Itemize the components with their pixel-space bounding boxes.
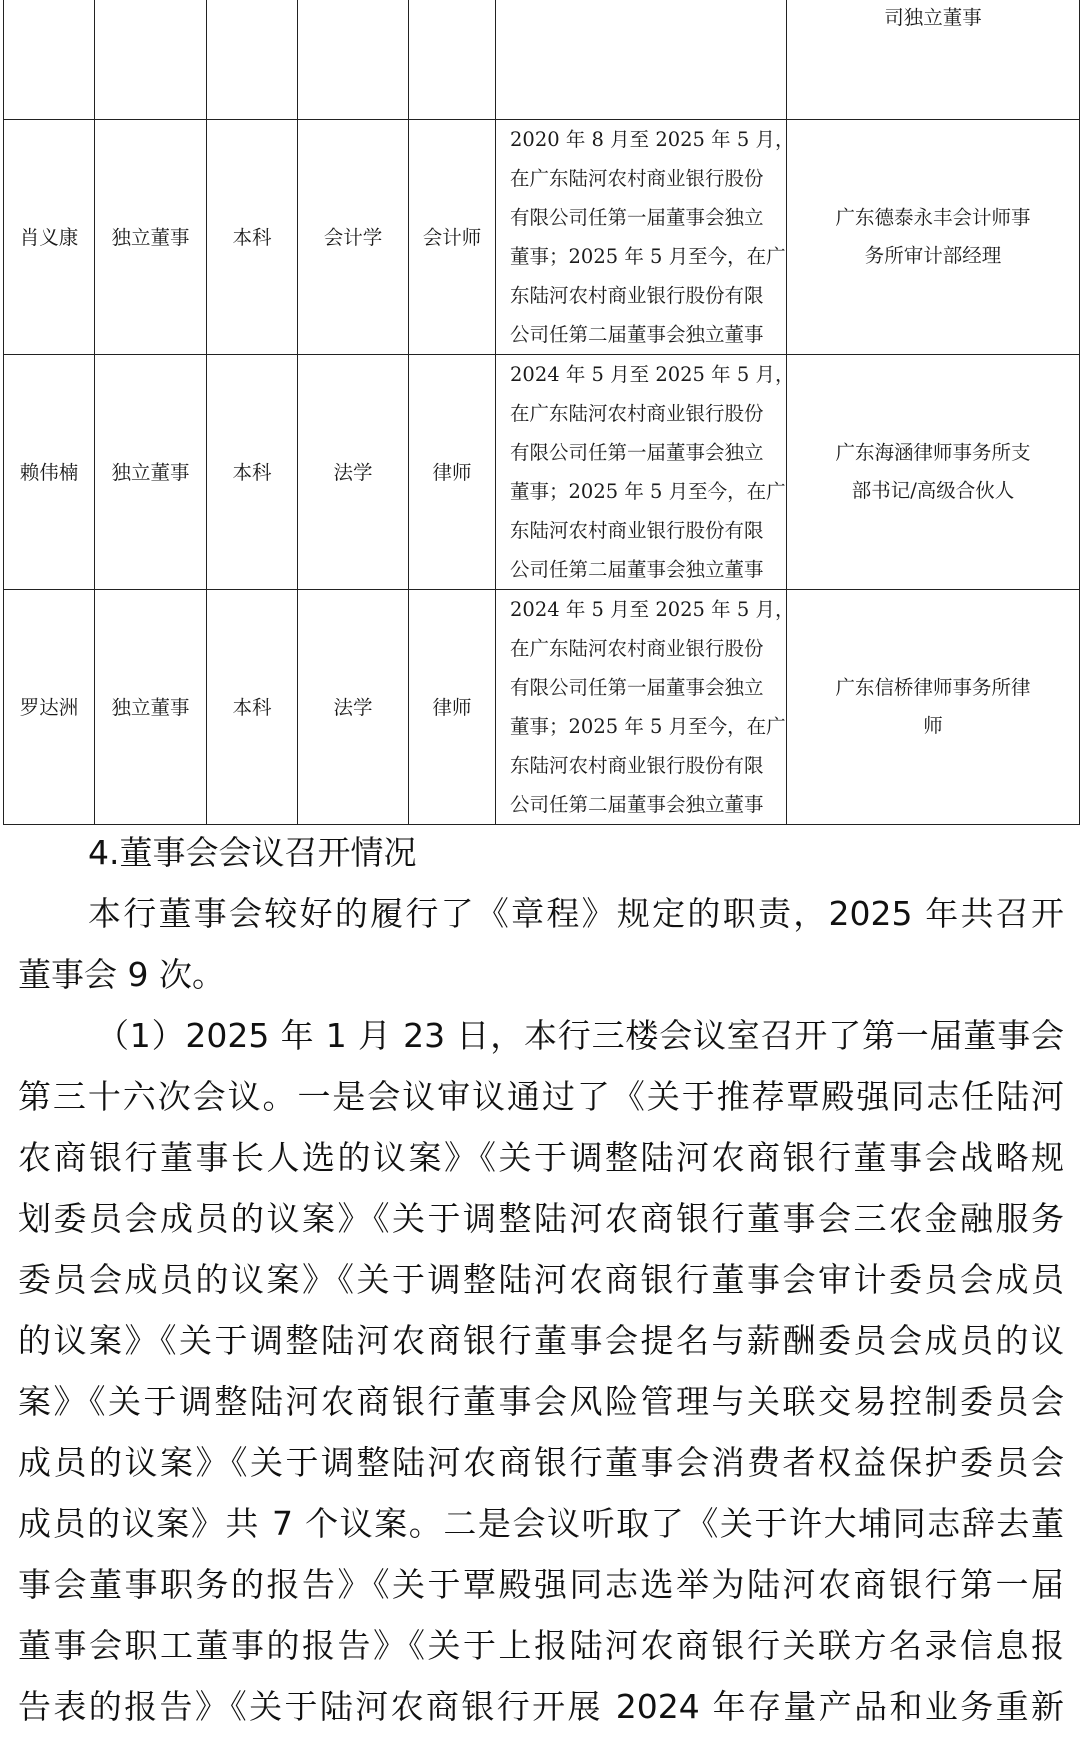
work-cell — [787, 590, 1080, 825]
name-cell: 赖伟楠 — [4, 355, 95, 590]
work-line: 广东海涵律师事务所支 — [835, 441, 1031, 464]
paragraph-line: （1）2025 年 1 月 23 日，本行三楼会议室召开了第一届董事会 — [96, 1016, 1064, 1055]
paragraph-line: 告表的报告》《关于陆河农商银行开展 2024 年存量产品和业务重新 — [18, 1687, 1064, 1726]
position-cell: 独立董事 — [95, 590, 207, 825]
table-row — [4, 355, 1080, 590]
paragraph-line: 董事会 9 次。 — [18, 955, 225, 994]
resume-line: 公司任第二届董事会独立董事 — [510, 323, 764, 346]
title-cell — [409, 0, 496, 120]
paragraph-line: 本行董事会较好的履行了《章程》规定的职责，2025 年共召开 — [88, 894, 1064, 933]
paragraph-line: 成员的议案》《关于调整陆河农商银行董事会消费者权益保护委员会 — [18, 1443, 1064, 1482]
major-cell: 法学 — [298, 590, 409, 825]
resume-line: 在广东陆河农村商业银行股份 — [510, 402, 764, 425]
paragraph-line: 董事会职工董事的报告》《关于上报陆河农商银行关联方名录信息报 — [18, 1626, 1064, 1665]
paragraph-line: 成员的议案》共 7 个议案。二是会议听取了《关于许大埔同志辞去董 — [18, 1504, 1064, 1543]
work-line: 务所审计部经理 — [864, 244, 1002, 267]
paragraph-line: 第三十六次会议。一是会议审议通过了《关于推荐覃殿强同志任陆河 — [18, 1077, 1064, 1116]
body-text — [0, 822, 1080, 1737]
title-cell: 会计师 — [409, 120, 496, 355]
name-cell: 罗达洲 — [4, 590, 95, 825]
major-cell: 会计学 — [298, 120, 409, 355]
resume-line: 东陆河农村商业银行股份有限 — [510, 284, 764, 307]
education-cell: 本科 — [207, 590, 298, 825]
paragraph-line: 委员会成员的议案》《关于调整陆河农商银行董事会审计委员会成员 — [18, 1260, 1064, 1299]
paragraph-line: 农商银行董事长人选的议案》《关于调整陆河农商银行董事会战略规 — [18, 1138, 1064, 1177]
table-row — [4, 120, 1080, 355]
resume-line: 2020 年 8 月至 2025 年 5 月， — [510, 128, 795, 151]
resume-line: 公司任第二届董事会独立董事 — [510, 793, 764, 816]
position-cell: 独立董事 — [95, 355, 207, 590]
paragraph-line: 案》《关于调整陆河农商银行董事会风险管理与关联交易控制委员会 — [18, 1382, 1064, 1421]
resume-line: 董事；2025 年 5 月至今，在广 — [510, 245, 786, 268]
paragraph-line: 的议案》《关于调整陆河农商银行董事会提名与薪酬委员会成员的议 — [18, 1321, 1064, 1360]
education-cell — [207, 0, 298, 120]
work-cell — [787, 0, 1080, 120]
paragraph-line: 事会董事职务的报告》《关于覃殿强同志选举为陆河农商银行第一届 — [18, 1565, 1064, 1604]
resume-line: 公司任第二届董事会独立董事 — [510, 558, 764, 581]
work-cell — [787, 355, 1080, 590]
work-line: 部书记/高级合伙人 — [851, 479, 1015, 502]
resume-line: 东陆河农村商业银行股份有限 — [510, 519, 764, 542]
resume-line: 东陆河农村商业银行股份有限 — [510, 754, 764, 777]
work-line: 广东德泰永丰会计师事 — [835, 206, 1031, 229]
paragraph-line: 划委员会成员的议案》《关于调整陆河农商银行董事会三农金融服务 — [18, 1199, 1064, 1238]
resume-line: 有限公司任第一届董事会独立 — [510, 676, 764, 699]
position-cell — [95, 0, 207, 120]
work-line: 广东信桥律师事务所律 — [835, 676, 1031, 699]
resume-line: 在广东陆河农村商业银行股份 — [510, 637, 764, 660]
resume-cell — [496, 355, 795, 590]
table-row — [4, 590, 1080, 825]
resume-line: 董事；2025 年 5 月至今，在广 — [510, 715, 786, 738]
resume-cell — [496, 120, 795, 355]
education-cell: 本科 — [207, 120, 298, 355]
resume-line: 2024 年 5 月至 2025 年 5 月， — [510, 598, 795, 621]
board-members-table — [3, 0, 1080, 825]
resume-line: 有限公司任第一届董事会独立 — [510, 441, 764, 464]
resume-line: 2024 年 5 月至 2025 年 5 月， — [510, 363, 795, 386]
work-text: 司独立董事 — [884, 6, 982, 29]
name-cell — [4, 0, 95, 120]
major-cell: 法学 — [298, 355, 409, 590]
resume-line: 有限公司任第一届董事会独立 — [510, 206, 764, 229]
resume-cell — [496, 590, 795, 825]
section-heading: 4.董事会会议召开情况 — [88, 833, 417, 872]
table-row-continued — [4, 0, 1080, 120]
education-cell: 本科 — [207, 355, 298, 590]
resume-line: 董事；2025 年 5 月至今，在广 — [510, 480, 786, 503]
position-cell: 独立董事 — [95, 120, 207, 355]
resume-line: 在广东陆河农村商业银行股份 — [510, 167, 764, 190]
name-cell: 肖义康 — [4, 120, 95, 355]
major-cell — [298, 0, 409, 120]
resume-cell — [496, 0, 787, 120]
title-cell: 律师 — [409, 590, 496, 825]
title-cell: 律师 — [409, 355, 496, 590]
work-line: 师 — [923, 714, 943, 737]
work-cell — [787, 120, 1080, 355]
